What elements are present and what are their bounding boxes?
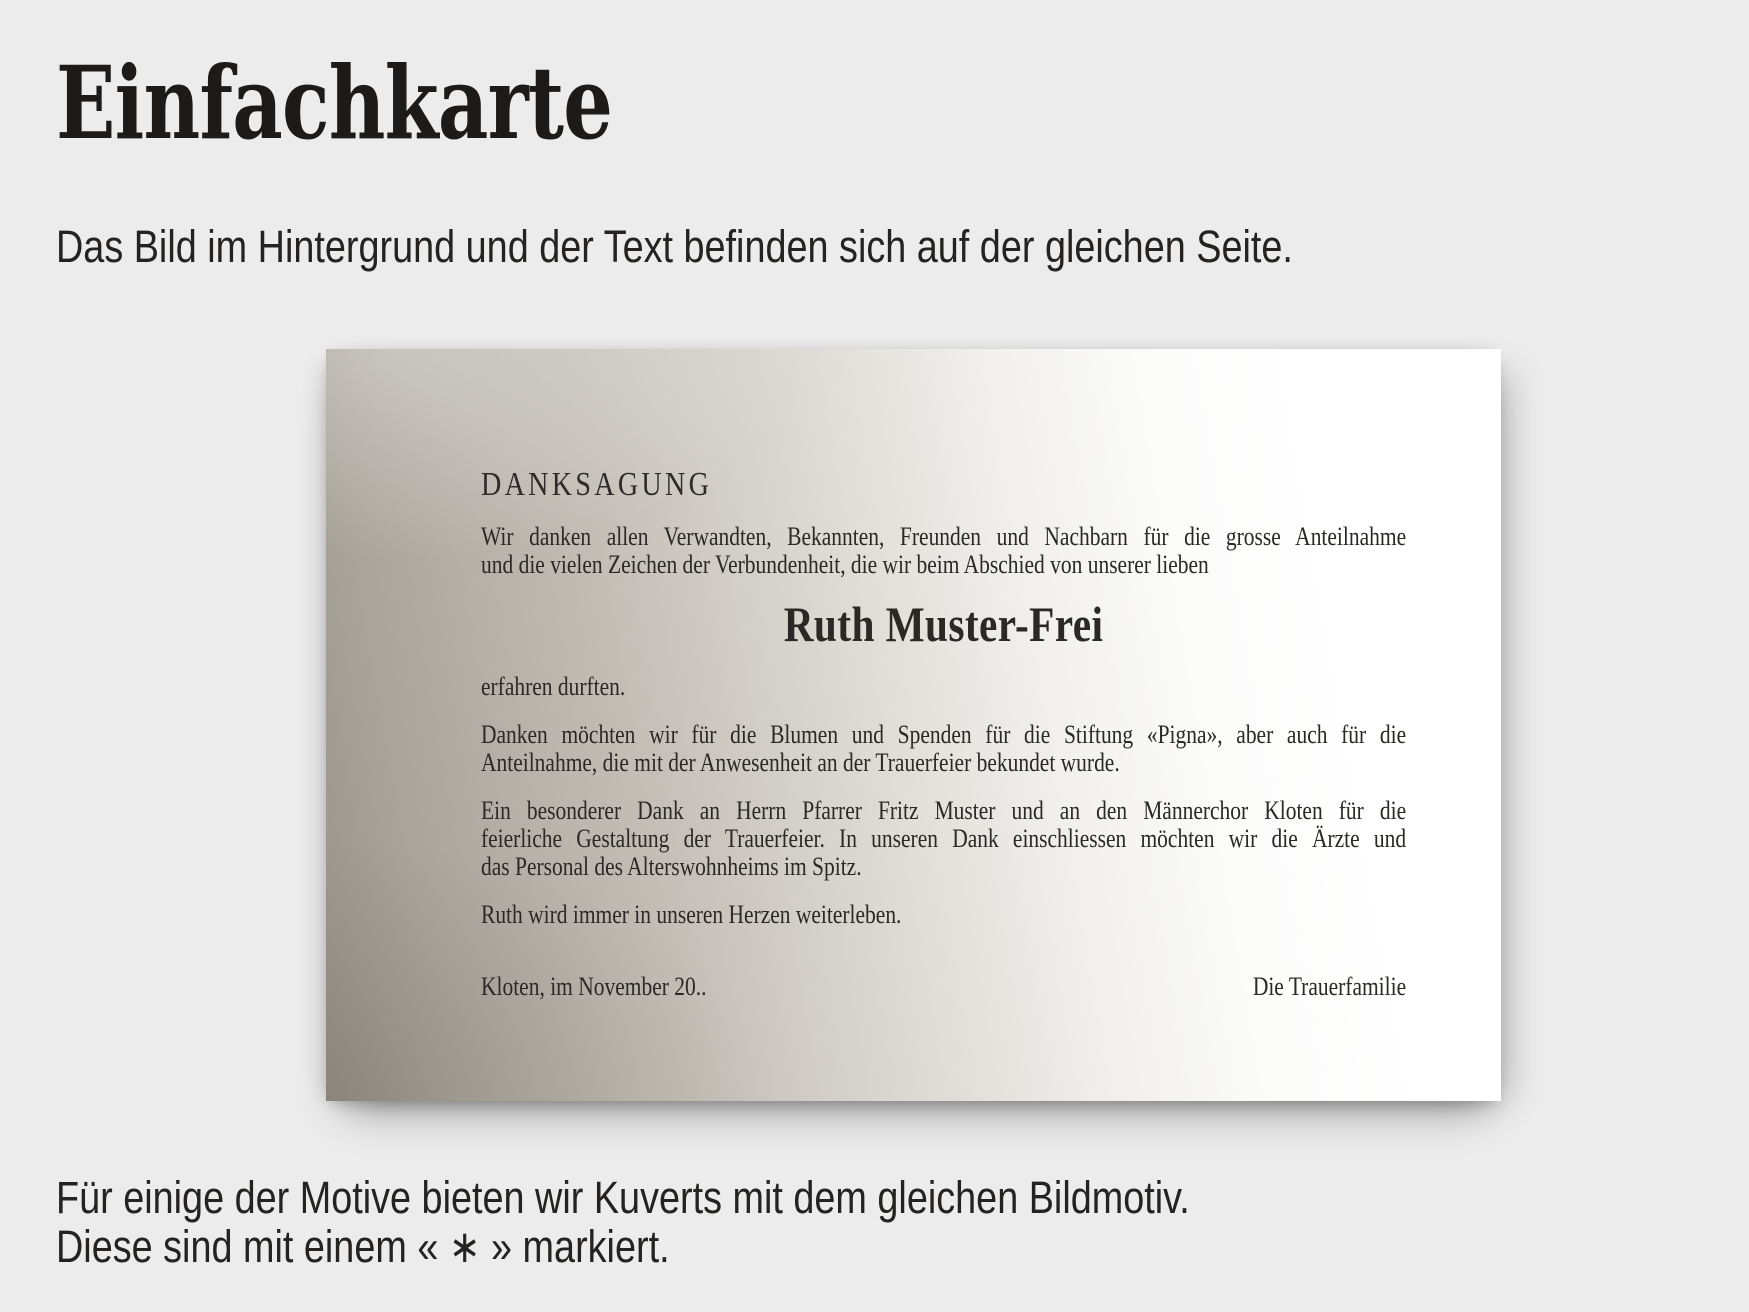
card-text-line: Ruth wird immer in unseren Herzen weiterleben.: [481, 900, 902, 929]
card-text-line: Wir danken allen Verwandten, Bekannten, Freunden und Nachbarn für die grosse Anteilnahme: [481, 522, 1407, 551]
card-footer-place-date: Kloten, im November 20..: [481, 972, 707, 1001]
card-paragraph-herzen: [481, 901, 1406, 929]
card-footer: [481, 973, 1406, 1001]
card-text-block: [481, 467, 1406, 1001]
card-text-line: und die vielen Zeichen der Verbundenheit, die wir beim Abschied von unserer lieben: [481, 550, 1209, 579]
danksagung-card: [326, 349, 1501, 1101]
memorial-name: Ruth Muster-Frei: [783, 596, 1104, 652]
footnote-line-1: Für einige der Motive bieten wir Kuverts mit dem gleichen Bildmotiv.: [56, 1172, 1190, 1223]
footnote-line-2: Diese sind mit einem « ∗ » markiert.: [56, 1221, 670, 1272]
card-paragraph-besonderer-dank: [481, 797, 1406, 881]
card-heading: DANKSAGUNG: [481, 466, 713, 503]
card-paragraph-intro: [481, 523, 1406, 579]
page-footnote: [56, 1173, 1406, 1271]
card-text-line: erfahren durften.: [481, 672, 626, 701]
card-paragraph-erfahren: [481, 673, 1406, 701]
card-text-line: Danken möchten wir für die Blumen und Spenden für die Stiftung «Pigna», aber auch für die: [481, 720, 1407, 749]
card-text-line: Ein besonderer Dank an Herrn Pfarrer Fritz Muster und an den Männerchor Kloten für die: [481, 796, 1407, 825]
card-footer-family: Die Trauerfamilie: [1252, 972, 1407, 1001]
card-text-line: Anteilnahme, die mit der Anwesenheit an der Trauerfeier bekundet wurde.: [481, 748, 1120, 777]
card-text-line: das Personal des Alterswohnheims im Spitz.: [481, 852, 862, 881]
card-paragraph-danken: [481, 721, 1406, 777]
card-text-line: feierliche Gestaltung der Trauerfeier. In unseren Dank einschliessen möchten wir die Ärzte und: [481, 824, 1407, 853]
page-subtitle: Das Bild im Hintergrund und der Text befinden sich auf der gleichen Seite.: [56, 221, 1293, 272]
page-title: Einfachkarte: [56, 44, 613, 162]
